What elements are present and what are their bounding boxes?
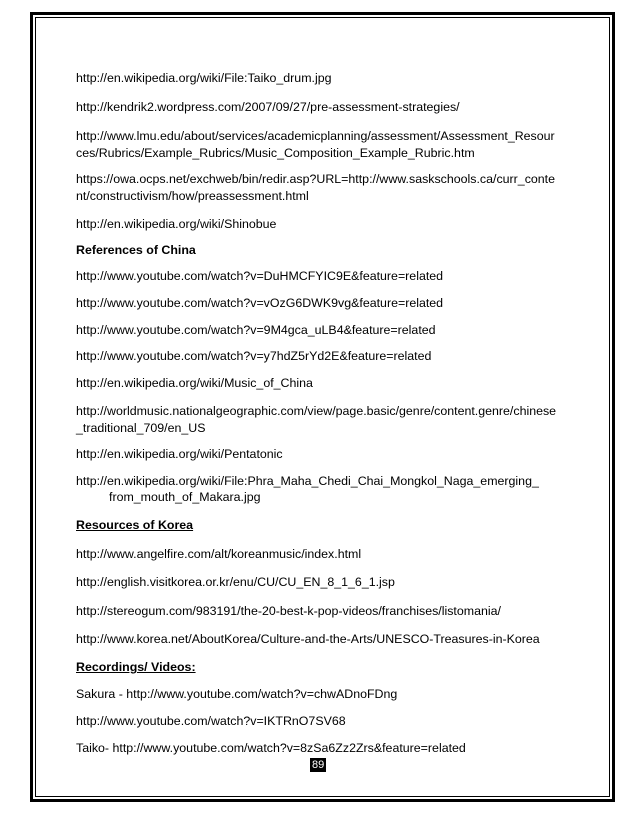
reference-link[interactable]: http://kendrik2.wordpress.com/2007/09/27/pre-assessment-strategies/ <box>76 100 460 114</box>
reference-link[interactable]: http://en.wikipedia.org/wiki/Shinobue <box>76 217 277 231</box>
reference-link-continued[interactable]: ces/Rubrics/Example_Rubrics/Music_Composition_Example_Rubric.htm <box>76 146 475 160</box>
reference-link[interactable]: http://en.wikipedia.org/wiki/File:Taiko_drum.jpg <box>76 71 332 85</box>
section-heading-china: References of China <box>76 243 196 257</box>
reference-link[interactable]: https://owa.ocps.net/exchweb/bin/redir.asp?URL=http://www.saskschools.ca/curr_conte <box>76 172 556 186</box>
reference-link[interactable]: http://www.lmu.edu/about/services/academicplanning/assessment/Assessment_Resour <box>76 129 555 143</box>
reference-link-continued[interactable]: from_mouth_of_Makara.jpg <box>109 490 261 504</box>
section-heading-recordings: Recordings/ Videos: <box>76 660 196 674</box>
page-number: 89 <box>312 759 325 771</box>
reference-link[interactable]: http://english.visitkorea.or.kr/enu/CU/CU_EN_8_1_6_1.jsp <box>76 575 395 589</box>
reference-link[interactable]: http://www.youtube.com/watch?v=9M4gca_uLB4&feature=related <box>76 323 436 337</box>
reference-link[interactable]: http://www.youtube.com/watch?v=vOzG6DWK9vg&feature=related <box>76 296 444 310</box>
reference-link-continued[interactable]: _traditional_709/en_US <box>76 421 206 435</box>
reference-link[interactable]: http://www.youtube.com/watch?v=IKTRnO7SV68 <box>76 714 346 728</box>
reference-link[interactable]: Taiko- http://www.youtube.com/watch?v=8zSa6Zz2Zrs&feature=related <box>76 741 466 755</box>
reference-link[interactable]: http://en.wikipedia.org/wiki/File:Phra_Maha_Chedi_Chai_Mongkol_Naga_emerging_ <box>76 474 539 488</box>
reference-link[interactable]: http://worldmusic.nationalgeographic.com/view/page.basic/genre/content.genre/chinese <box>76 404 557 418</box>
reference-link[interactable]: http://www.angelfire.com/alt/koreanmusic/index.html <box>76 547 362 561</box>
reference-link[interactable]: http://www.youtube.com/watch?v=DuHMCFYIC9E&feature=related <box>76 269 444 283</box>
reference-link[interactable]: http://stereogum.com/983191/the-20-best-k-pop-videos/franchises/listomania/ <box>76 604 501 618</box>
reference-link[interactable]: http://www.youtube.com/watch?v=y7hdZ5rYd2E&feature=related <box>76 349 432 363</box>
reference-link[interactable]: http://www.korea.net/AboutKorea/Culture-and-the-Arts/UNESCO-Treasures-in-Korea <box>76 632 540 646</box>
reference-link[interactable]: http://en.wikipedia.org/wiki/Music_of_China <box>76 376 313 390</box>
reference-link[interactable]: http://en.wikipedia.org/wiki/Pentatonic <box>76 447 283 461</box>
reference-link[interactable]: Sakura - http://www.youtube.com/watch?v=chwADnoFDng <box>76 687 398 701</box>
reference-link-continued[interactable]: nt/constructivism/how/preassessment.html <box>76 189 309 203</box>
section-heading-korea: Resources of Korea <box>76 518 194 532</box>
